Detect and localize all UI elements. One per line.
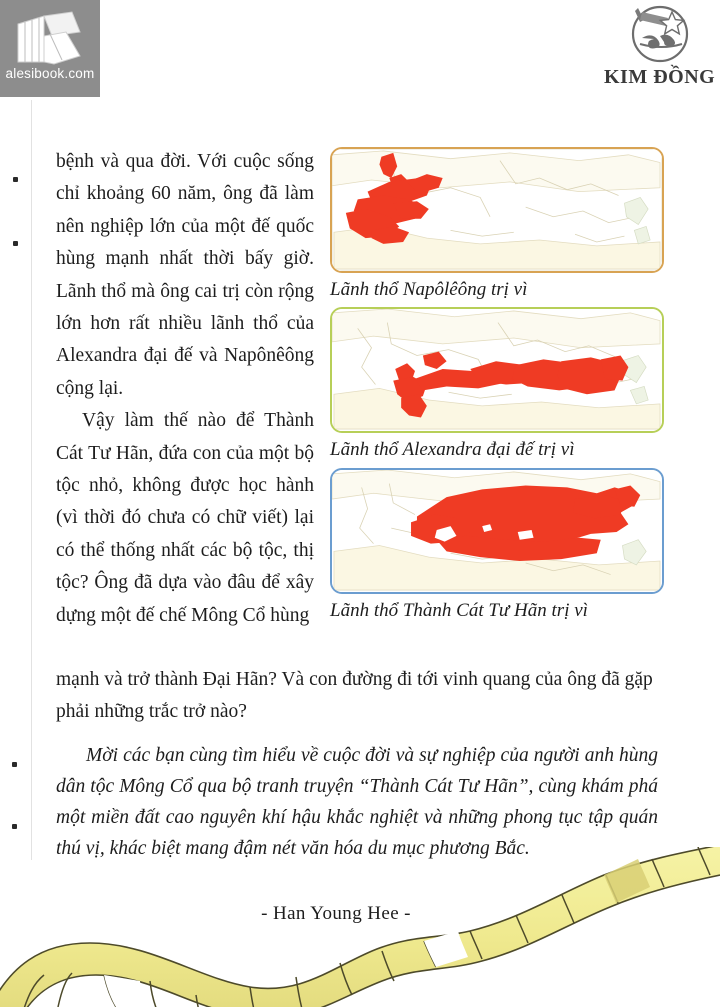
figure-napoleon <box>330 147 668 303</box>
map-frame-genghis <box>330 468 664 594</box>
decorative-ribbon <box>0 847 720 1007</box>
figure-genghis <box>330 468 668 624</box>
paragraph-question: Vậy làm thế nào để Thành Cát Tư Hãn, đứa con của một bộ tộc nhỏ, không được học hành (vì thời đó chưa có chữ viết) lại có thể thống nhất các bộ tộc, thị tộc? Ông đã dựa vào đâu để xây dựng một đế chế Mông Cổ hùng <box>56 410 314 626</box>
author-signature: - Han Young Hee - <box>261 903 411 924</box>
scan-margin-line <box>31 100 32 860</box>
publisher-name: KIM ĐỒNG <box>604 66 716 88</box>
figure-caption: Lãnh thổ Alexandra đại đế trị vì <box>330 439 575 460</box>
open-book-icon <box>14 10 86 68</box>
star-flag-emblem-icon <box>618 4 698 70</box>
map-frame-alexander <box>330 307 664 433</box>
full-width-paragraph <box>56 664 656 729</box>
figure-caption: Lãnh thổ Napôlêông trị vì <box>330 279 528 300</box>
map-genghis <box>332 470 662 592</box>
publisher-logo <box>604 4 716 104</box>
watermark-site-label: alesibook.com <box>5 66 95 81</box>
figure-caption: Lãnh thổ Thành Cát Tư Hãn trị vì <box>330 600 588 621</box>
margin-dot <box>13 177 18 182</box>
figure-alexander <box>330 307 668 463</box>
map-alexander <box>332 309 662 431</box>
paragraph-text: Mời các bạn cùng tìm hiểu về cuộc đời và sự nghiệp của người anh hùng dân tộc Mông Cổ qua bộ tranh truyện “Thành Cát Tư Hãn”, cùng khám phá một miền đất cao nguyên khí hậu khắc nghiệt và những phong tục tập quán thú vị, khác biệt mang đậm nét văn hóa du mục phương Bắc. <box>56 745 658 859</box>
map-frame-napoleon <box>330 147 664 273</box>
margin-dot <box>12 762 17 767</box>
paragraph-continuation: bệnh và qua đời. Với cuộc sống chỉ khoảng 60 năm, ông đã làm nên nghiệp lớn của một đế quốc hùng mạnh nhất thời bấy giờ. Lãnh thổ mà ông cai trị còn rộng lớn hơn rất nhiều lãnh thổ của Alexandra đại đế và Napônêông cộng lại. <box>56 151 314 399</box>
map-napoleon <box>332 149 662 271</box>
paragraph-text: mạnh và trở thành Đại Hãn? Và con đường đi tới vinh quang của ông đã gặp phải những trắc trở nào? <box>56 669 653 723</box>
watermark-badge <box>0 0 100 97</box>
margin-dot <box>12 824 17 829</box>
margin-dot <box>13 241 18 246</box>
main-text-column <box>56 146 314 632</box>
invitation-paragraph <box>56 740 658 864</box>
